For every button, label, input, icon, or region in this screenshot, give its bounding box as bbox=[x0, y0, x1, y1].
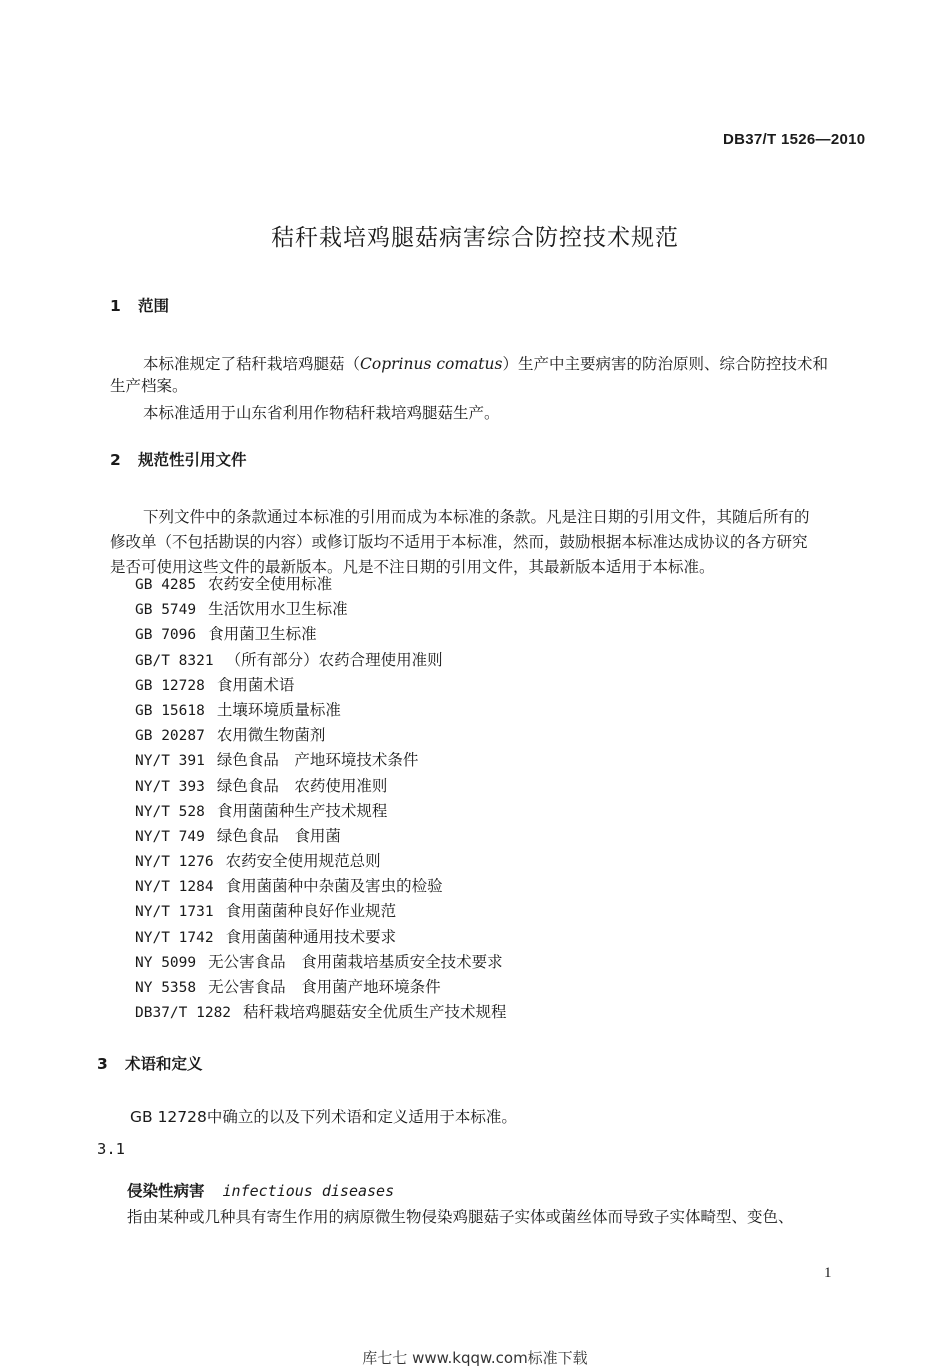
latin-name: Coprinus comatus bbox=[360, 355, 503, 373]
section-2-paragraph-line-1: 下列文件中的条款通过本标准的引用而成为本标准的条款。凡是注日期的引用文件，其随后所有的 bbox=[143, 508, 810, 526]
reference-title: 食用菌菌种通用技术要求 bbox=[225, 927, 397, 946]
reference-code: DB37/T 1282 bbox=[135, 1005, 232, 1022]
reference-item bbox=[135, 950, 507, 975]
reference-code: NY/T 1731 bbox=[135, 904, 214, 921]
reference-code: NY/T 1284 bbox=[135, 879, 214, 896]
subsection-number: 3.1 bbox=[97, 1140, 125, 1158]
section-3-paragraph: GB 12728中确立的以及下列术语和定义适用于本标准。 bbox=[130, 1108, 517, 1126]
reference-title: 无公害食品 食用菌栽培基质安全技术要求 bbox=[208, 952, 503, 971]
reference-title: （所有部分）农药合理使用准则 bbox=[225, 650, 443, 669]
term-line bbox=[127, 1179, 394, 1201]
section-2-paragraph-line-3: 是否可使用这些文件的最新版本。凡是不注日期的引用文件，其最新版本适用于本标准。 bbox=[110, 558, 715, 576]
text-run: ）生产中主要病害的防治原则、综合防控技术和 bbox=[502, 355, 828, 373]
section-3-heading bbox=[97, 1052, 203, 1074]
reference-item bbox=[135, 1000, 507, 1025]
section-2-heading bbox=[110, 448, 247, 470]
footer-watermark: 库七七 www.kqqw.com标准下载 bbox=[362, 1349, 588, 1367]
reference-code: NY/T 391 bbox=[135, 753, 205, 770]
reference-code: GB 15618 bbox=[135, 702, 205, 719]
reference-item bbox=[135, 723, 507, 748]
reference-code: GB 4285 bbox=[135, 577, 197, 593]
reference-item bbox=[135, 572, 507, 597]
reference-title: 食用菌菌种中杂菌及害虫的检验 bbox=[225, 877, 443, 896]
term-chinese: 侵染性病害 bbox=[127, 1182, 205, 1200]
text-run: 本标准规定了秸秆栽培鸡腿菇（ bbox=[143, 355, 361, 373]
reference-item bbox=[135, 975, 507, 1000]
section-1-heading bbox=[110, 294, 169, 316]
section-title: 规范性引用文件 bbox=[138, 451, 247, 469]
reference-title: 食用菌卫生标准 bbox=[208, 625, 317, 644]
reference-title: 无公害食品 食用菌产地环境条件 bbox=[208, 978, 441, 996]
reference-item bbox=[135, 622, 507, 647]
reference-title: 农用微生物菌剂 bbox=[216, 726, 326, 745]
reference-item bbox=[135, 849, 507, 874]
section-1-paragraph-1 bbox=[143, 352, 828, 374]
reference-item bbox=[135, 748, 507, 773]
reference-title: 农药安全使用规范总则 bbox=[225, 852, 381, 871]
reference-item bbox=[135, 799, 507, 824]
reference-title: 绿色食品 食用菌 bbox=[216, 826, 341, 845]
reference-code: GB 5749 bbox=[135, 602, 197, 619]
term-english: infectious diseases bbox=[222, 1182, 395, 1200]
reference-code: NY 5358 bbox=[135, 980, 197, 996]
section-number: 1 bbox=[110, 297, 121, 315]
reference-code: NY/T 1276 bbox=[135, 854, 214, 871]
reference-title: 食用菌菌种生产技术规程 bbox=[216, 801, 388, 820]
reference-title: 秸秆栽培鸡腿菇安全优质生产技术规程 bbox=[243, 1003, 507, 1022]
section-title: 范围 bbox=[138, 297, 170, 315]
reference-title: 绿色食品 产地环境技术条件 bbox=[216, 751, 419, 770]
reference-title: 土壤环境质量标准 bbox=[216, 700, 341, 719]
reference-title: 食用菌菌种良好作业规范 bbox=[225, 902, 397, 921]
reference-title: 食用菌术语 bbox=[216, 675, 295, 694]
section-1-paragraph-2: 本标准适用于山东省利用作物秸秆栽培鸡腿菇生产。 bbox=[143, 404, 500, 422]
document-title: 秸秆栽培鸡腿菇病害综合防控技术规范 bbox=[271, 225, 679, 251]
reference-code: NY/T 749 bbox=[135, 828, 205, 845]
section-number: 2 bbox=[110, 451, 121, 469]
reference-item bbox=[135, 774, 507, 799]
reference-code: NY 5099 bbox=[135, 954, 197, 971]
reference-item bbox=[135, 648, 507, 673]
section-title: 术语和定义 bbox=[125, 1055, 203, 1073]
section-number: 3 bbox=[97, 1055, 108, 1073]
reference-item bbox=[135, 874, 507, 899]
reference-item bbox=[135, 925, 507, 950]
reference-item bbox=[135, 698, 507, 723]
reference-list bbox=[135, 572, 507, 1025]
reference-title: 农药安全使用标准 bbox=[208, 575, 333, 593]
document-code: DB37/T 1526—2010 bbox=[723, 131, 866, 148]
reference-code: NY/T 528 bbox=[135, 803, 205, 820]
reference-item bbox=[135, 673, 507, 698]
term-definition: 指由某种或几种具有寄生作用的病原微生物侵染鸡腿菇子实体或菌丝体而导致子实体畸型、变色、 bbox=[127, 1208, 794, 1226]
reference-code: NY/T 393 bbox=[135, 778, 205, 795]
reference-code: GB 12728 bbox=[135, 677, 205, 694]
reference-item bbox=[135, 597, 507, 622]
reference-code: NY/T 1742 bbox=[135, 929, 214, 946]
page-number: 1 bbox=[824, 1265, 832, 1281]
reference-item bbox=[135, 824, 507, 849]
reference-title: 绿色食品 农药使用准则 bbox=[216, 776, 388, 795]
reference-item bbox=[135, 899, 507, 924]
reference-code: GB/T 8321 bbox=[135, 652, 214, 669]
section-2-paragraph-line-2: 修改单（不包括勘误的内容）或修订版均不适用于本标准，然而，鼓励根据本标准达成协议的各方研究 bbox=[110, 533, 808, 551]
reference-code: GB 7096 bbox=[135, 627, 197, 644]
reference-title: 生活饮用水卫生标准 bbox=[208, 600, 348, 619]
section-1-paragraph-1-line-2: 生产档案。 bbox=[110, 377, 188, 395]
reference-code: GB 20287 bbox=[135, 728, 205, 745]
